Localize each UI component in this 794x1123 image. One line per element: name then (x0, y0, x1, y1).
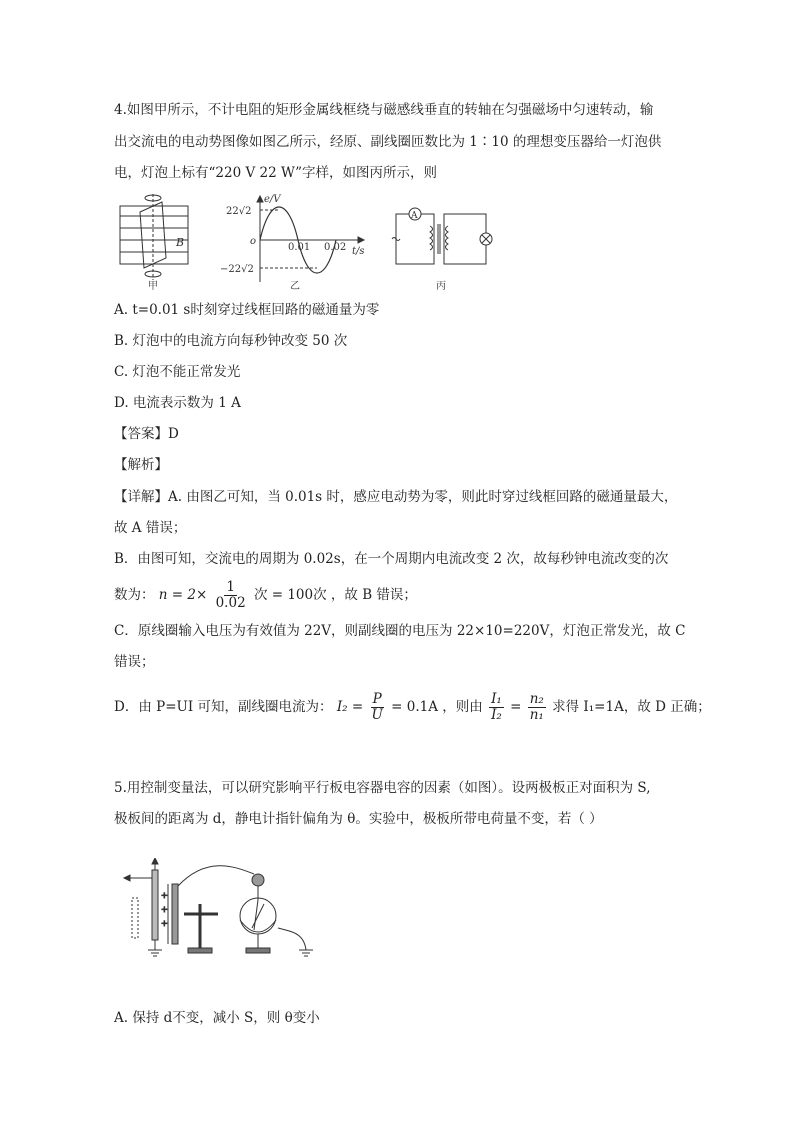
figure-label-yi: 乙 (290, 281, 300, 292)
detail-b2-denominator: 0.02 (215, 595, 246, 611)
q4-option-d: D. 电流表示数为 1 A (114, 395, 241, 411)
ammeter-label: A (411, 211, 418, 221)
detail-b2-math: n = 2× (158, 587, 208, 603)
q4-stem-line3: 电，灯泡上标有“220 V 22 W”字样，如图丙所示，则 (114, 165, 437, 181)
q4-detail-b-line1: B．由图可知，交流电的周期为 0.02s，在一个周期内电流改变 2 次，故每秒钟电流改变的次 (114, 551, 669, 567)
detail-d-eq: = (510, 699, 522, 715)
figure-bing-circuit (392, 208, 492, 264)
detail-d-mid: ，则由 (442, 699, 483, 715)
q4-detail-d-line (114, 688, 711, 726)
q5-stem-line1: 5.用控制变量法，可以研究影响平行板电容器电容的因素（如图）。设两极板正对面积为 S, (114, 780, 651, 796)
svg-text:+: + (161, 919, 168, 928)
detail-d-n1: n₁ (529, 707, 544, 723)
detail-d-fraction-i (489, 692, 504, 723)
q4-detail-a-line2: 故 A 错误； (114, 520, 187, 536)
detail-d-p: P (372, 691, 382, 707)
q4-figure (118, 192, 508, 292)
figure-origin: o (250, 236, 257, 247)
detail-d-u: U (371, 707, 383, 723)
detail-d-value: = 0.1A (391, 699, 438, 715)
detail-d-prefix: D．由 P=UI 可知，副线圈电流为： (114, 699, 333, 715)
detail-d-suffix: 求得 I₁=1A，故 D 正确； (552, 699, 711, 715)
detail-b2-numerator: 1 (226, 579, 235, 595)
figure-y-neg: −22√2 (220, 264, 254, 275)
figure-y-pos: 22√2 (226, 206, 252, 217)
figure-label-bing: 丙 (436, 281, 446, 292)
q4-detail-c-line1: C．原线圈输入电压为有效值为 22V，则副线圈的电压为 22×10=220V，灯泡正常发光，故 C (114, 623, 686, 639)
q5-capacitor-figure (118, 858, 328, 970)
detail-d-fraction-n (528, 692, 546, 723)
q4-option-c: C. 灯泡不能正常发光 (114, 364, 241, 380)
figure-b-label: B (176, 236, 185, 249)
q4-detail-c-line2: 错误； (114, 654, 155, 670)
q4-answer: 【答案】D (114, 426, 179, 442)
svg-text:+: + (161, 891, 168, 900)
figure-yi-graph (257, 196, 364, 282)
q5-stem-line2: 极板间的距离为 d，静电计指针偏角为 θ。实验中，极板所带电荷量不变，若（ ） (114, 811, 603, 827)
figure-y-axis-label: e/V (264, 194, 281, 205)
q4-detail-b-line2 (114, 578, 417, 612)
q5-option-a: A. 保持 d不变，减小 S，则 θ变小 (114, 1010, 320, 1026)
detail-d-i1: I₁ (491, 691, 502, 707)
detail-d-i2: I₂ = (336, 699, 364, 715)
figure-x-axis-label: t/s (352, 246, 365, 257)
q4-option-b: B. 灯泡中的电流方向每秒钟改变 50 次 (114, 333, 348, 349)
q4-stem-line1: 4.如图甲所示，不计电阻的矩形金属线框绕与磁感线垂直的转轴在匀强磁场中匀速转动，输 (114, 102, 654, 118)
detail-b2-suffix: ，故 B 错误； (330, 587, 417, 603)
figure-label-jia: 甲 (148, 281, 158, 292)
detail-d-n2: n₂ (529, 691, 544, 707)
detail-d-i2b: I₂ (491, 707, 502, 723)
detail-b2-fraction (214, 580, 248, 611)
q4-stem-line2: 出交流电的电动势图像如图乙所示，经原、副线圈匝数比为 1∶10 的理想变压器给一灯泡供 (114, 134, 662, 150)
detail-b2-prefix: 数为： (114, 587, 155, 603)
detail-d-fraction-pu (369, 692, 384, 723)
q4-detail-a-line1: 【详解】A. 由图乙可知，当 0.01s 时，感应电动势为零，则此时穿过线框回路的磁通量最大， (114, 489, 678, 505)
figure-t1: 0.01 (288, 242, 311, 253)
figure-t2: 0.02 (324, 242, 347, 253)
q4-option-a: A. t=0.01 s时刻穿过线框回路的磁通量为零 (114, 302, 380, 318)
q4-analysis-title: 【解析】 (114, 457, 168, 473)
svg-text:+: + (161, 905, 168, 914)
detail-b2-mid: 次 = 100次 (253, 587, 327, 603)
